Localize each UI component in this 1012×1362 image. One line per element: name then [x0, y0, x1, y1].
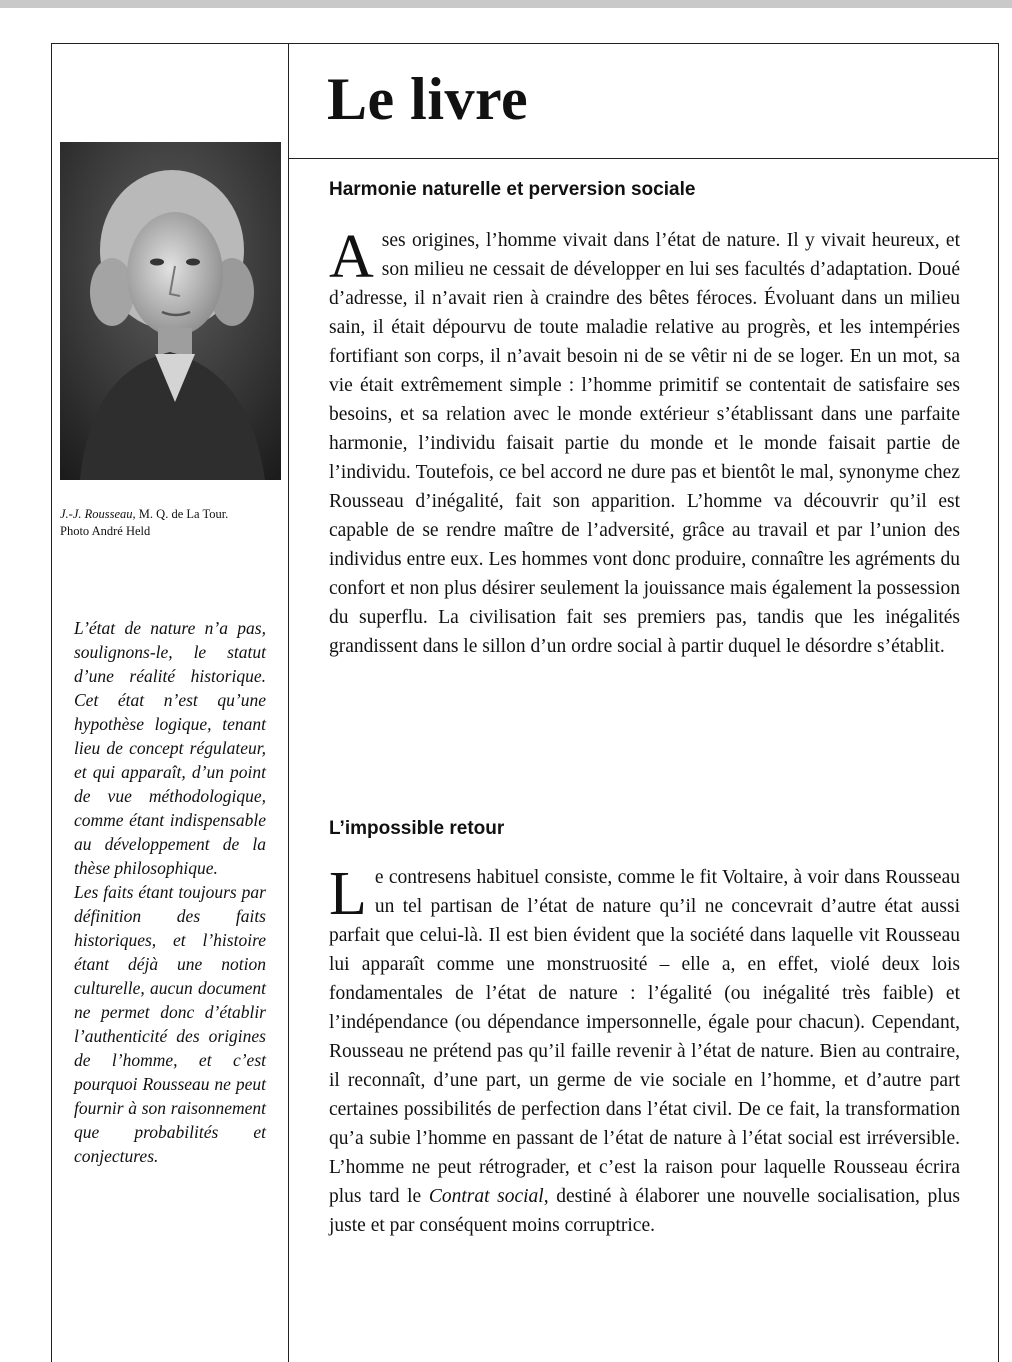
page-title: Le livre	[327, 66, 529, 132]
frame-border-top	[51, 43, 999, 44]
frame-border-left	[51, 43, 52, 1362]
section-heading: L’impossible retour	[329, 818, 505, 839]
section-text: , destiné à élaborer une nouvelle socialisation, plus juste et par conséquent moins corruptrice.	[329, 1186, 960, 1236]
section-body	[329, 860, 960, 1240]
section-text: e contresens habituel consiste, comme le fit Voltaire, à voir dans Rousseau un tel partisan de l’état de nature qu’il ne concevrait d’autre état aussi parfait que celui-là. Il est bien évident que la société dans laquelle vit Rousseau lui apparaît comme une monstruosité – elle a, en effet, violé deux lois fondamentales de l’état de nature : l’égalité (ou inégalité très faible) et l’indépendance (ou dépendance impersonnelle, égale pour chacun). Cependant, Rousseau ne prétend pas qu’il faille revenir à l’état de nature. Bien au contraire, il reconnaît, d’une part, un germe de vie sociale en l’homme, et d’autre part certaines possibilités de perfection dans l’état civil. De ce fait, la transformation qu’a subie l’homme en passant de l’état de nature à l’état social est irréversible. L’homme ne peut rétrograder, et c’est la raison pour laquelle Rousseau écrira plus tard le	[329, 867, 960, 1207]
section-text: ses origines, l’homme vivait dans l’état de nature. Il y vivait heureux, et son milieu ne cessait de développer en lui ses facultés d’adaptation. Doué d’adresse, il n’avait rien à craindre des bêtes féroces. Évoluant dans un milieu sain, il était dépourvu de toute maladie relative au progrès, et les intempéries fortifiant son corps, il n’avait besoin ni de se vêtir ni de se loger. En un mot, sa vie était extrêmement simple : l’homme primitif se contentait de satisfaire ses besoins, et sa relation avec le monde extérieur s’établissant dans une parfaite harmonie, l’individu faisait partie du monde et le monde faisait partie de l’individu. Toutefois, ce bel accord ne dure pas et bientôt le mal, synonyme chez Rousseau d’inégalité, fait son apparition. L’homme va découvrir qu’il est capable de se rendre maître de l’adversité, grâce au travail et par l’union des individus entre eux. Les hommes vont donc produire, connaître les agréments du confort et non plus désirer seulement la jouissance mais également la possession du superflu. La civilisation fait ses premiers pas, tandis que les inégalités grandissent dans le sillon d’un ordre social à partir duquel le désordre s’établit.	[329, 230, 960, 657]
section-body	[329, 223, 960, 661]
portrait-illustration	[60, 142, 281, 480]
frame-border-right	[998, 43, 999, 1362]
portrait-image	[60, 142, 281, 480]
figure-caption	[60, 506, 285, 540]
section-harmonie	[329, 178, 960, 661]
book-title: Contrat social	[428, 1186, 544, 1207]
sidebar-paragraph: L’état de nature n’a pas, soulignons-le, le statut d’une réalité historique. Cet état n’est qu’une hypothèse logique, tenant lieu de concept régulateur, et qui apparaît, d’un point de vue méthodologique, comme étant indispensable au développement de la thèse philosophique.	[74, 618, 266, 878]
dropcap: A	[329, 223, 374, 291]
title-rule	[288, 158, 999, 159]
caption-name: J.-J. Rousseau,	[60, 507, 136, 521]
caption-credit: Photo André Held	[60, 524, 151, 538]
sidebar-paragraph: Les faits étant toujours par définition des faits historiques, et l’histoire étant déjà une notion culturelle, aucun document ne permet donc d’établir l’authenticité des origines de l’homme, et c’est pourquoi Rousseau ne peut fournir à son raisonnement que probabilités et conjectures.	[74, 882, 266, 1166]
column-divider	[288, 43, 289, 1362]
caption-artist: M. Q. de La Tour.	[135, 507, 229, 521]
sidebar-note	[74, 616, 266, 1168]
dropcap: L	[329, 860, 367, 928]
scan-edge	[0, 0, 1012, 8]
section-retour	[329, 817, 960, 1240]
section-heading: Harmonie naturelle et perversion sociale	[329, 179, 696, 200]
